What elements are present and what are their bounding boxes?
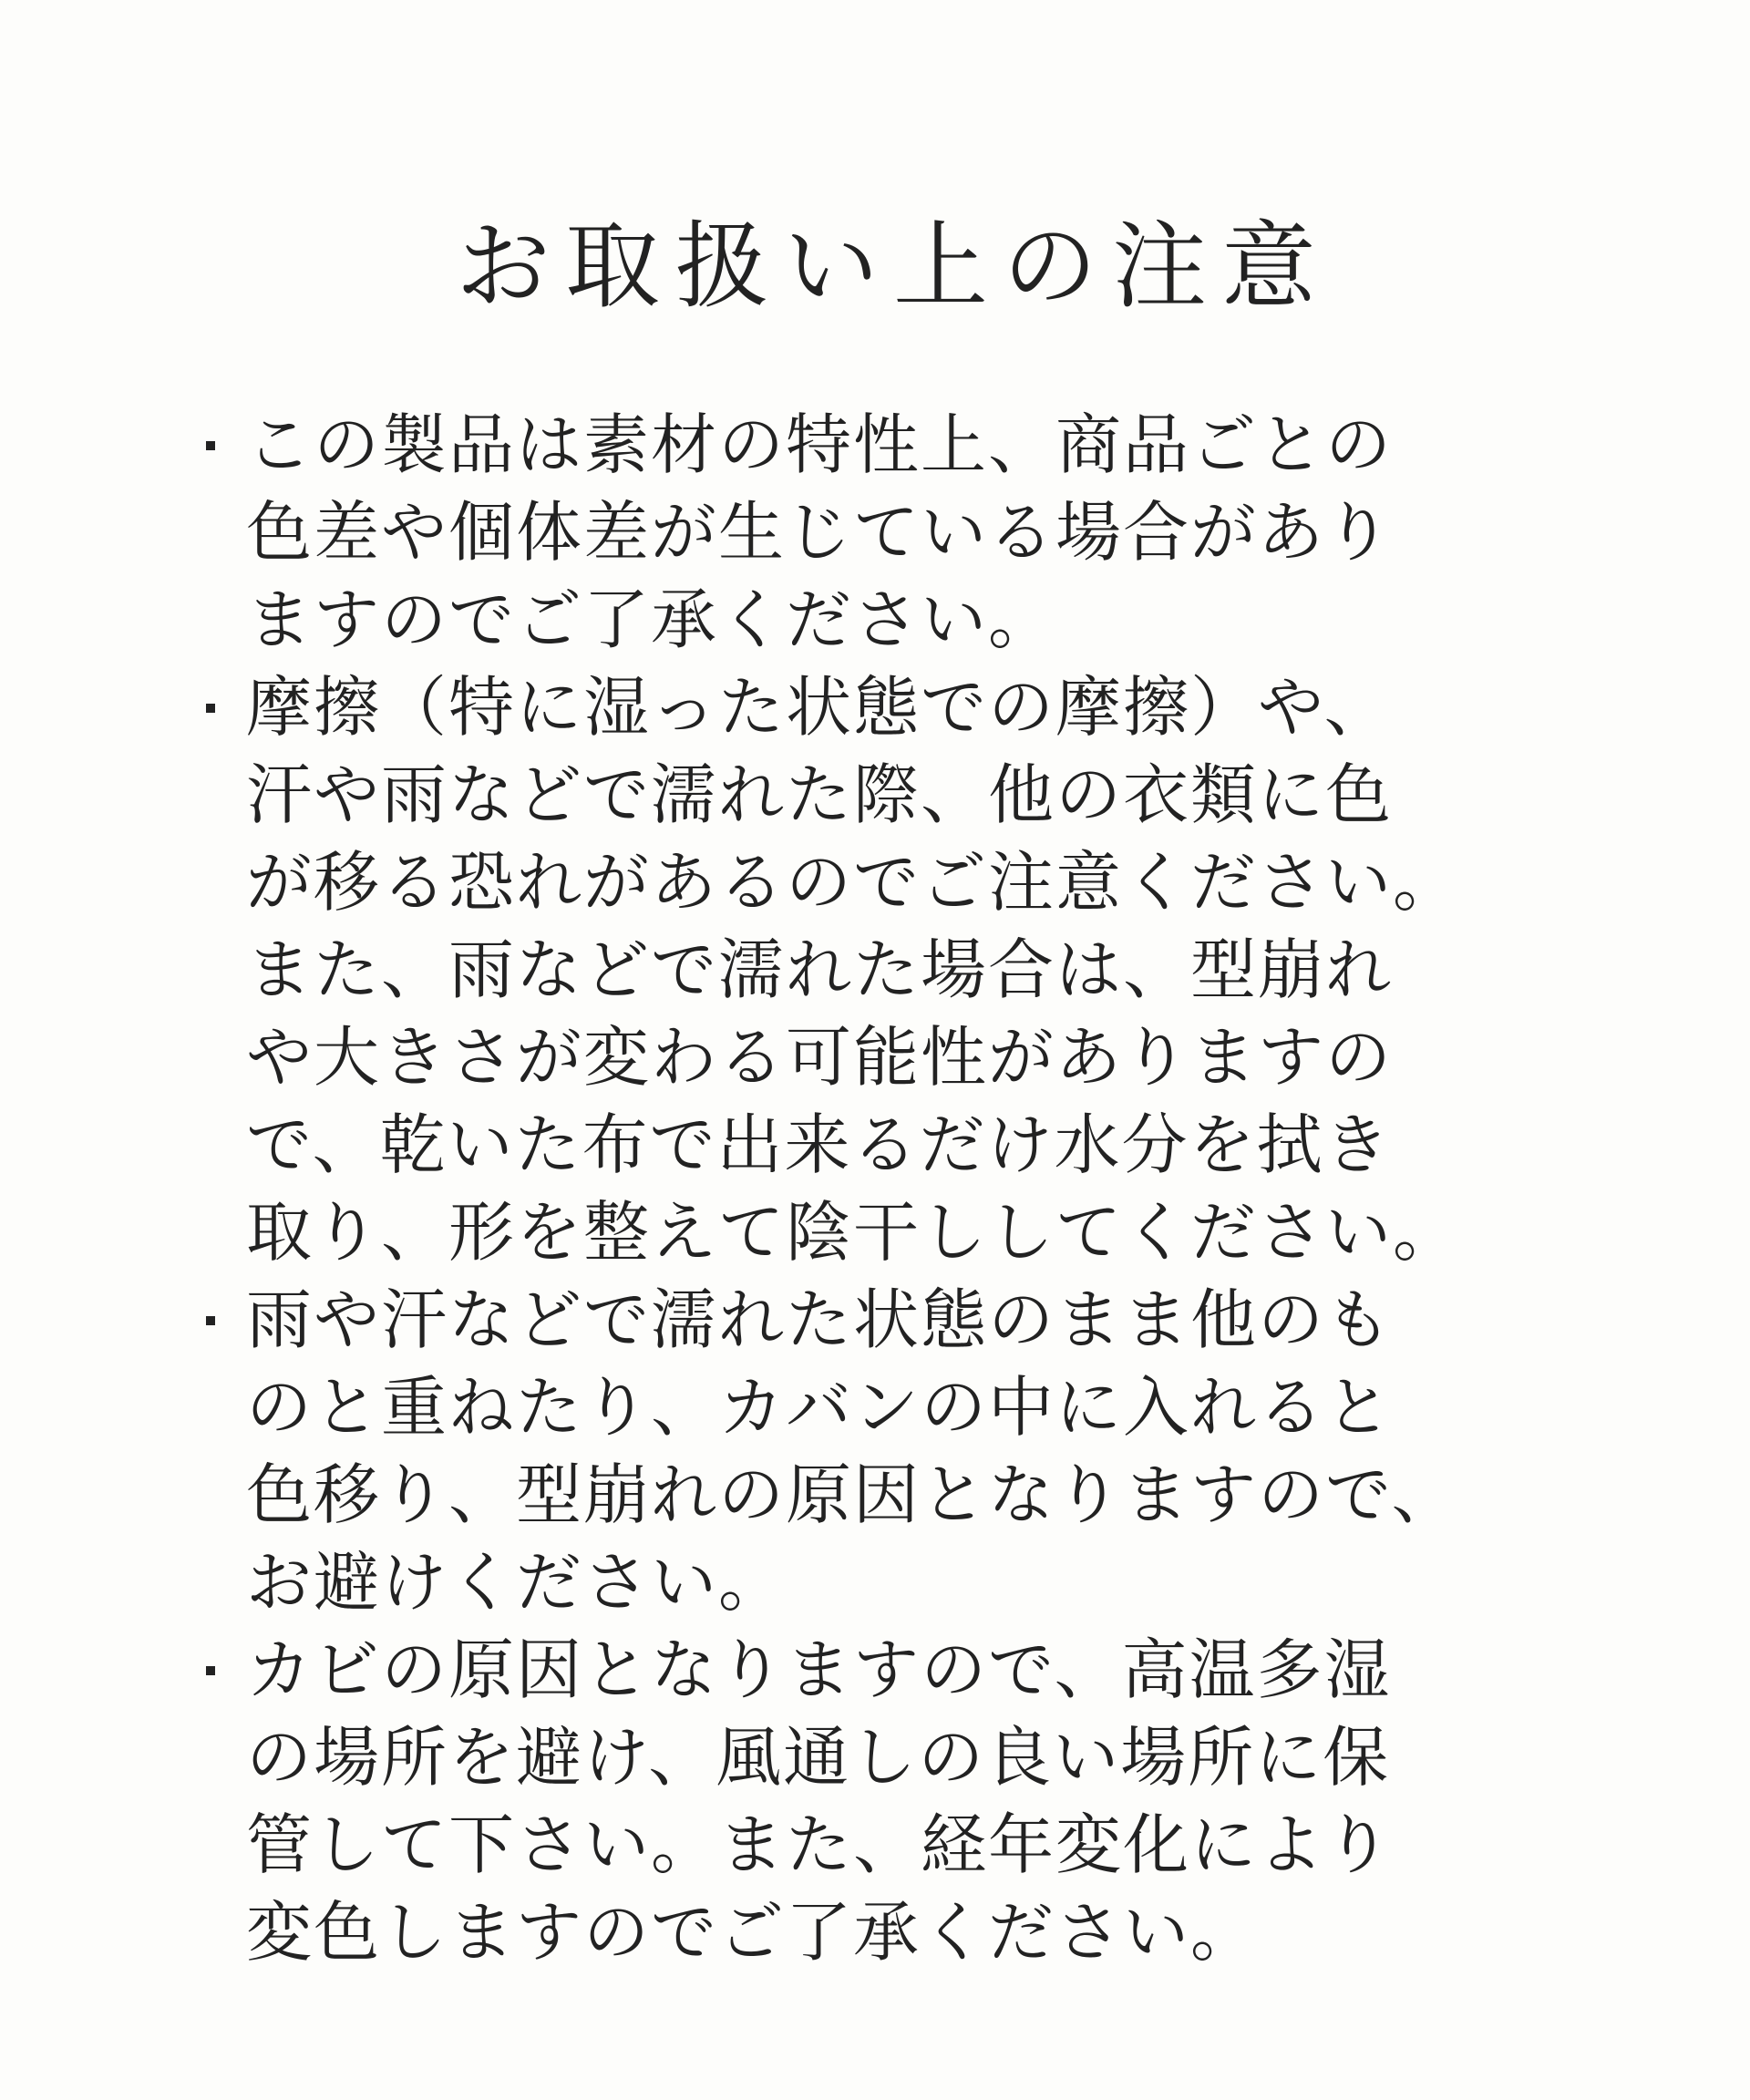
- list-item: [191, 1626, 1595, 1976]
- note-line: 汗や雨などで濡れた際、他の衣類に色: [246, 757, 1394, 833]
- list-item: [191, 401, 1595, 664]
- bullet-icon: [197, 1626, 233, 1714]
- note-line: が移る恐れがあるのでご注意ください。: [246, 844, 1461, 921]
- note-line: お避けください。: [246, 1544, 787, 1621]
- note-line: ますのでご了承ください。: [246, 582, 1056, 658]
- note-line: 摩擦（特に湿った状態での摩擦）や、: [246, 669, 1392, 746]
- bullet-icon: [197, 401, 233, 489]
- note-line: 管して下さい。また、経年変化により: [246, 1807, 1394, 1883]
- note-line: この製品は素材の特性上、商品ごとの: [246, 407, 1394, 483]
- bullet-icon: [197, 1276, 233, 1364]
- care-notes-list: [191, 401, 1595, 1976]
- note-line: で、乾いた布で出来るだけ水分を拭き: [246, 1107, 1392, 1183]
- list-item: [191, 1276, 1595, 1626]
- note-line: 色差や個体差が生じている場合があり: [246, 494, 1394, 571]
- list-item: [191, 664, 1595, 1276]
- note-line: 取り、形を整えて陰干ししてください。: [246, 1194, 1461, 1271]
- note-line: また、雨などで濡れた場合は、型崩れ: [246, 932, 1394, 1008]
- bullet-icon: [197, 664, 233, 751]
- note-line: の場所を避け、風通しの良い場所に保: [246, 1719, 1391, 1796]
- note-line: カビの原因となりますので、高温多湿: [246, 1632, 1392, 1708]
- page-title: お取扱い上の注意: [455, 211, 1331, 322]
- note-line: や大きさが変わる可能性がありますの: [246, 1019, 1394, 1096]
- note-line: のと重ねたり、カバンの中に入れると: [246, 1369, 1394, 1446]
- note-line: 変色しますのでご了承ください。: [246, 1894, 1259, 1971]
- note-line: 色移り、型崩れの原因となりますので、: [246, 1457, 1459, 1533]
- note-line: 雨や汗などで濡れた状態のまま他のも: [246, 1282, 1394, 1358]
